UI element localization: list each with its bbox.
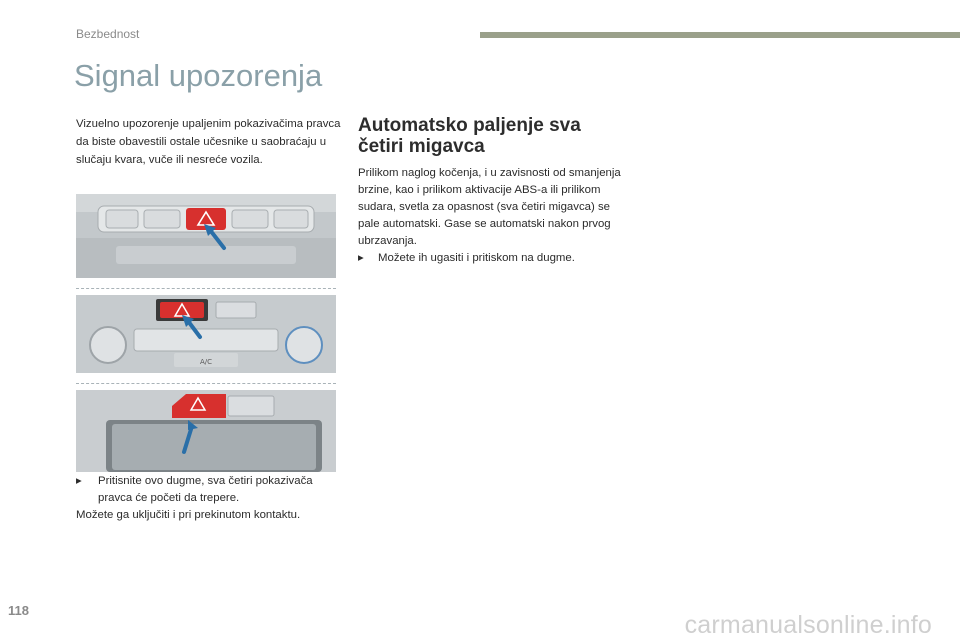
auto-hazard-section bbox=[358, 115, 628, 267]
auto-hazard-paragraph: Prilikom naglog kočenja, i u zavisnosti od smanjenja brzine, kao i prilikom aktivacije ABS-a ili prilikom sudara, svetla za opasnost (sva četiri migavca) se pale automatski. Gase se automatski nakon prvog ubrzavanja. bbox=[358, 167, 621, 247]
dashboard-illustration-3 bbox=[76, 390, 336, 477]
intro-paragraph: Vizuelno upozorenje upaljenim pokazivačima pravca da biste obavestili ostale učesnike u saobraćaju u slučaju kvara, vuče ili nesreće vozila. bbox=[76, 118, 341, 166]
separator bbox=[76, 288, 336, 290]
auto-hazard-heading: Automatsko paljenje sva četiri migavca bbox=[358, 115, 581, 157]
instructions bbox=[76, 473, 346, 524]
dashboard-illustration-2 bbox=[76, 295, 336, 378]
page-number: 118 bbox=[8, 603, 29, 618]
instruction-bullet-text: Pritisnite ovo dugme, sva četiri pokazivača pravca će početi da trepere. bbox=[98, 475, 313, 504]
watermark: carmanualsonline.info bbox=[684, 611, 932, 639]
bullet-marker-icon: ▸ bbox=[76, 475, 82, 487]
separator bbox=[76, 383, 336, 385]
header-accent-bar bbox=[480, 32, 960, 38]
auto-hazard-bullet-text: Možete ih ugasiti i pritiskom na dugme. bbox=[378, 252, 575, 264]
bullet-marker-icon: ▸ bbox=[358, 252, 364, 264]
auto-hazard-bullet bbox=[358, 250, 628, 267]
instruction-bullet bbox=[76, 473, 346, 507]
section-label: Bezbednost bbox=[76, 27, 140, 41]
illustrations bbox=[76, 194, 336, 477]
ac-label: A/C bbox=[199, 358, 213, 366]
dashboard-illustration-1 bbox=[76, 194, 336, 283]
instruction-note: Možete ga uključiti i pri prekinutom kontaktu. bbox=[76, 509, 301, 521]
page-title: Signal upozorenja bbox=[74, 58, 323, 93]
